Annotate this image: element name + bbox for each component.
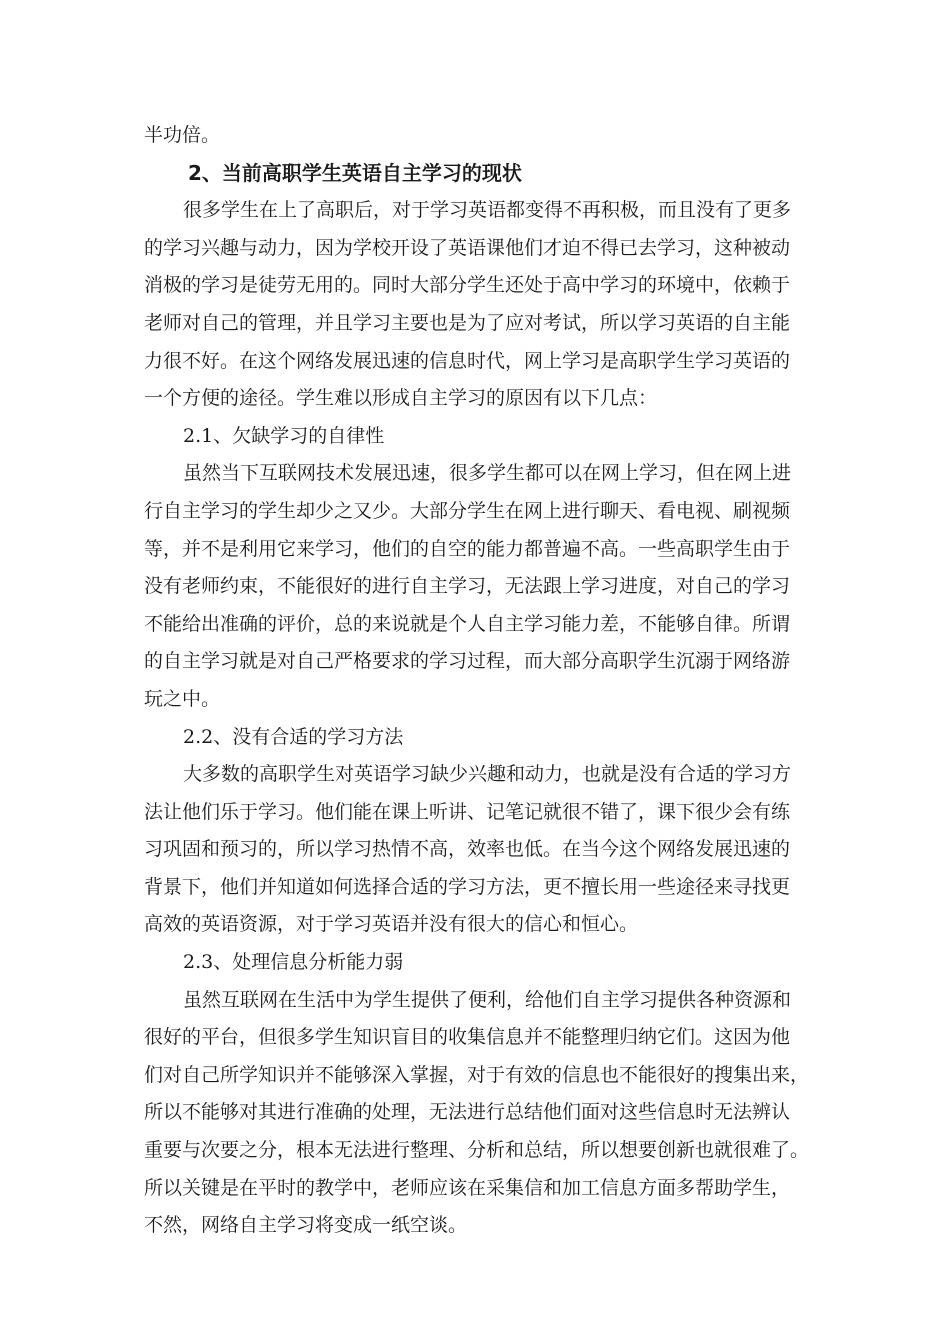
text-line: 法让他们乐于学习。他们能在课上听讲、记笔记就很不错了，课下很少会有练 <box>144 800 791 823</box>
text-line: 虽然互联网在生活中为学生提供了便利，给他们自主学习提供各种资源和 <box>183 988 792 1011</box>
text-line: 很好的平台，但很多学生知识盲目的收集信息并不能整理归纳它们。这因为他 <box>144 1026 791 1049</box>
subsection-heading: 2.2、没有合适的学习方法 <box>183 725 404 748</box>
subsection-heading: 2.3、处理信息分析能力弱 <box>183 951 404 974</box>
text-line: 重要与次要之分，根本无法进行整理、分析和总结，所以想要创新也就很难了。 <box>144 1139 810 1162</box>
text-line: 等，并不是利用它来学习，他们的自空的能力都普遍不高。一些高职学生由于 <box>144 537 791 560</box>
text-line: 没有老师约束，不能很好的进行自主学习，无法跟上学习进度，对自己的学习 <box>144 575 791 598</box>
text-line: 行自主学习的学生却少之又少。大部分学生在网上进行聊天、看电视、刷视频 <box>144 499 791 522</box>
text-line: 力很不好。在这个网络发展迅速的信息时代，网上学习是高职学生学习英语的 <box>144 349 791 372</box>
subsection-heading: 2.1、欠缺学习的自律性 <box>183 424 385 447</box>
text-line: 很多学生在上了高职后，对于学习英语都变得不再积极，而且没有了更多 <box>183 199 792 222</box>
text-line: 不然，网络自主学习将变成一纸空谈。 <box>144 1214 468 1237</box>
section-heading: 2、当前高职学生英语自主学习的现状 <box>188 160 522 185</box>
text-line: 所以关键是在平时的教学中，老师应该在采集信和加工信息方面多帮助学生， <box>144 1176 791 1199</box>
text-line: 一个方便的途径。学生难以形成自主学习的原因有以下几点： <box>144 387 658 410</box>
text-line: 习巩固和预习的，所以学习热情不高，效率也低。在当今这个网络发展迅速的 <box>144 838 791 861</box>
text-line: 大多数的高职学生对英语学习缺少兴趣和动力，也就是没有合适的学习方 <box>183 763 792 786</box>
text-line: 不能给出准确的评价，总的来说就是个人自主学习能力差，不能够自律。所谓 <box>144 612 791 635</box>
text-line: 消极的学习是徒劳无用的。同时大部分学生还处于高中学习的环境中，依赖于 <box>144 274 791 297</box>
text-line: 们对自己所学知识并不能够深入掌握，对于有效的信息也不能很好的搜集出来， <box>144 1063 810 1086</box>
document-body <box>144 117 814 1245</box>
text-line: 玩之中。 <box>144 687 221 710</box>
text-line: 虽然当下互联网技术发展迅速，很多学生都可以在网上学习，但在网上进 <box>183 462 792 485</box>
text-line: 所以不能够对其进行准确的处理，无法进行总结他们面对这些信息时无法辨认 <box>144 1101 791 1124</box>
text-line: 的自主学习就是对自己严格要求的学习过程，而大部分高职学生沉溺于网络游 <box>144 650 791 673</box>
text-line: 背景下，他们并知道如何选择合适的学习方法，更不擅长用一些途径来寻找更 <box>144 875 791 898</box>
text-line: 半功倍。 <box>144 124 221 146</box>
text-line: 的学习兴趣与动力，因为学校开设了英语课他们才迫不得已去学习，这种被动 <box>144 236 791 259</box>
text-line: 老师对自己的管理，并且学习主要也是为了应对考试，所以学习英语的自主能 <box>144 311 791 334</box>
text-line: 高效的英语资源，对于学习英语并没有很大的信心和恒心。 <box>144 913 639 936</box>
